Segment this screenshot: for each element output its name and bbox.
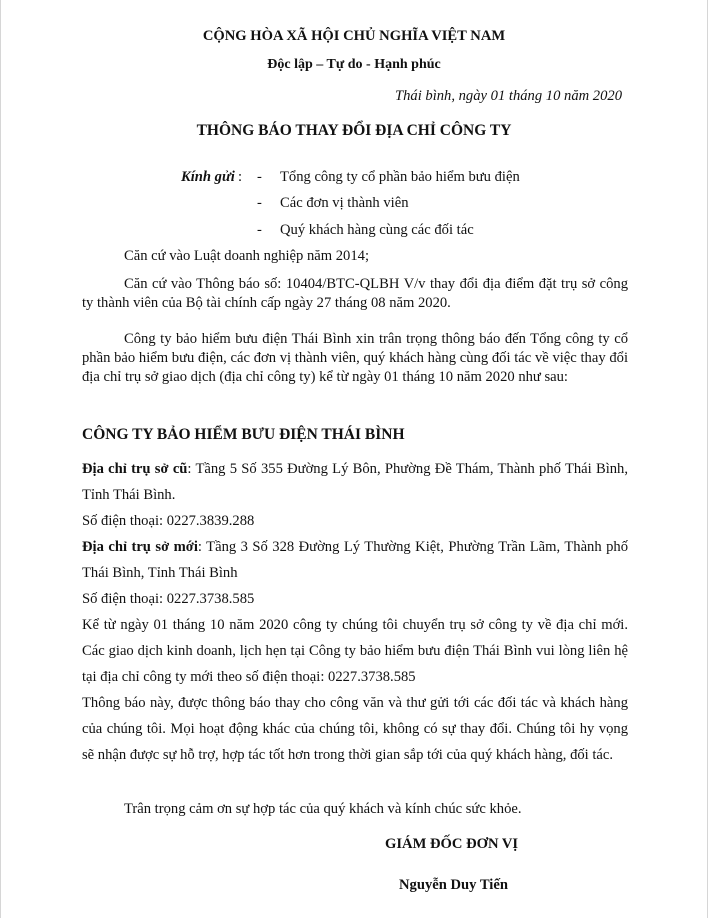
old-address-label: Địa chỉ trụ sở cũ [82, 461, 188, 477]
basis-notice: Căn cứ vào Thông báo số: 10404/BTC-QLBH V/v thay đổi địa điểm đặt trụ sở công ty thành viên của Bộ tài chính cấp ngày 27 tháng 08 năm 2020. [82, 276, 628, 311]
thanks-paragraph: Trân trọng cảm ơn sự hợp tác của quý khách và kính chúc sức khỏe. [124, 801, 522, 817]
new-address [82, 534, 628, 586]
company-name: CÔNG TY BẢO HIỂM BƯU ĐIỆN THÁI BÌNH [82, 426, 405, 443]
old-address-text: : Tầng 5 Số 355 Đường Lý Bôn, Phường Đề Thám, Thành phố Thái Bình, Tỉnh Thái Bình. [82, 461, 628, 503]
recipient-item: Quý khách hàng cùng các đối tác [280, 222, 474, 238]
old-phone: Số điện thoại: 0227.3839.288 [82, 513, 255, 529]
recipient-dash: - [257, 169, 262, 185]
recipient-item: Tổng công ty cổ phần bảo hiểm bưu điện [280, 169, 520, 185]
recipient-dash: - [257, 195, 262, 211]
recipients-colon: : [238, 169, 243, 185]
document-title: THÔNG BÁO THAY ĐỔI ĐỊA CHỈ CÔNG TY [196, 122, 512, 139]
national-title: CỘNG HÒA XÃ HỘI CHỦ NGHĨA VIỆT NAM [202, 28, 506, 44]
signature-position: GIÁM ĐỐC ĐƠN VỊ [385, 836, 519, 852]
new-phone: Số điện thoại: 0227.3738.585 [82, 591, 255, 607]
intro-paragraph: Công ty bảo hiểm bưu điện Thái Bình xin trân trọng thông báo đến Tổng công ty cổ phần bảo hiểm bưu điện, các đơn vị thành viên, quý khách hàng cùng đối tác về việc thay đổi địa chỉ trụ sở giao dịch (địa chỉ công ty) kể từ ngày 01 tháng 10 năm 2020 như sau: [82, 331, 628, 385]
new-address-text: : Tầng 3 Số 328 Đường Lý Thường Kiệt, Phường Trần Lãm, Thành phố Thái Bình, Tỉnh Thái Bình [82, 539, 628, 581]
effective-paragraph: Kể từ ngày 01 tháng 10 năm 2020 công ty chúng tôi chuyển trụ sở công ty về địa chỉ mới. Các giao dịch kinh doanh, lịch hẹn tại Công ty bảo hiểm bưu điện Thái Bình vui lòng liên hệ tại địa chỉ công ty mới theo số điện thoại: 0227.3738.585 [82, 617, 628, 685]
replacement-paragraph: Thông báo này, được thông báo thay cho công văn và thư gửi tới các đối tác và khách hàng của chúng tôi. Mọi hoạt động khác của chúng tôi, không có sự thay đổi. Chúng tôi hy vọng sẽ nhận được sự hỗ trợ, hợp tác tốt hơn trong thời gian sắp tới của quý khách hàng, đối tác. [82, 695, 628, 763]
basis-law: Căn cứ vào Luật doanh nghiệp năm 2014; [124, 248, 370, 264]
new-address-label: Địa chỉ trụ sở mới [82, 539, 198, 555]
old-address [82, 456, 628, 508]
signature-name: Nguyễn Duy Tiến [399, 877, 508, 893]
recipient-dash: - [257, 222, 262, 238]
recipients-label: Kính gửi [181, 169, 235, 185]
national-motto: Độc lập – Tự do - Hạnh phúc [267, 57, 441, 72]
place-date: Thái bình, ngày 01 tháng 10 năm 2020 [394, 88, 622, 104]
recipient-item: Các đơn vị thành viên [280, 195, 409, 211]
